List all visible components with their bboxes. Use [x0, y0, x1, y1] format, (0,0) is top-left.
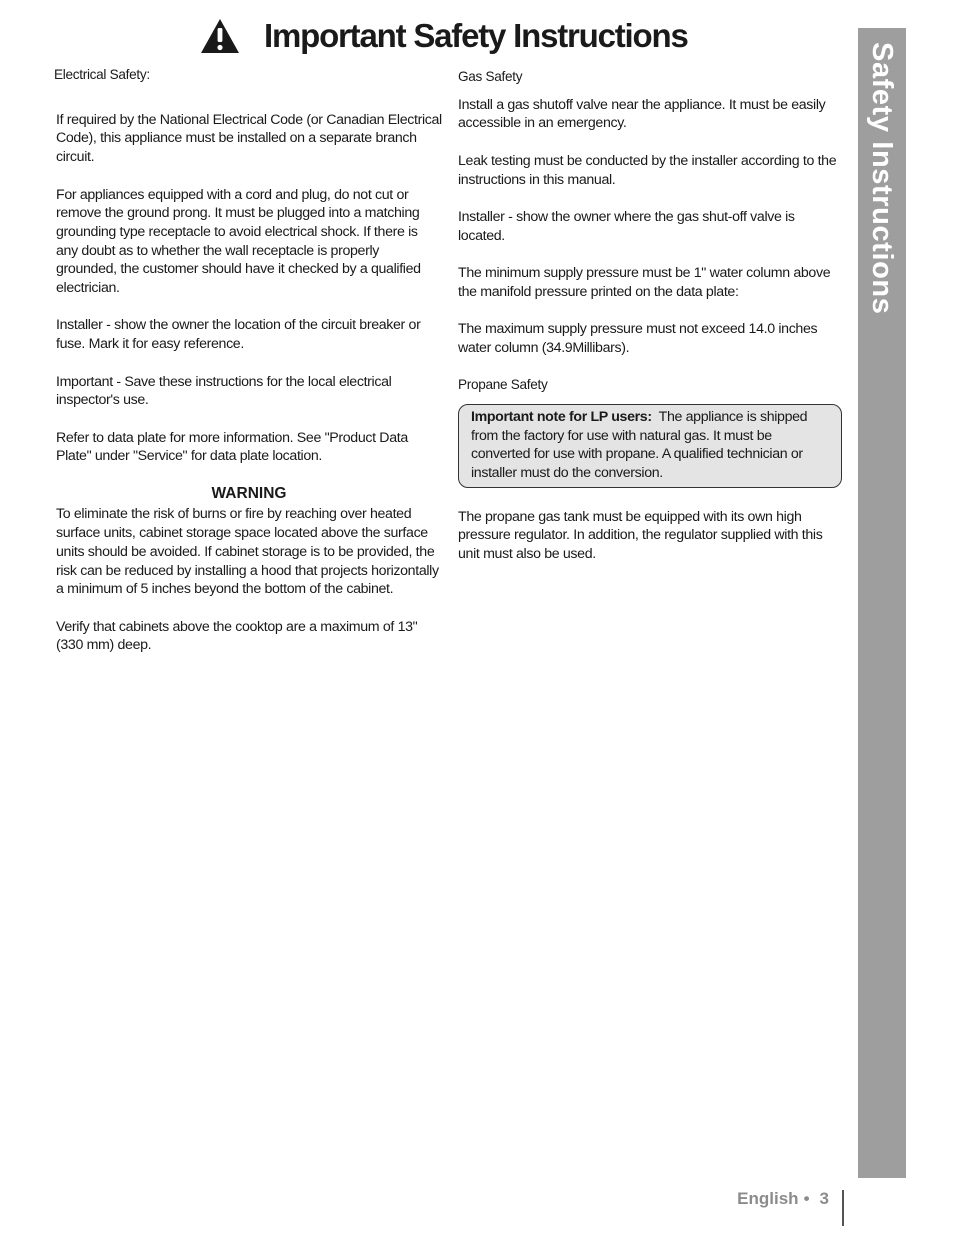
paragraph: Important - Save these instructions for the local electrical inspector's use. — [56, 373, 392, 409]
gas-safety-label: Gas Safety — [458, 69, 523, 84]
paragraph: Leak testing must be conducted by the installer according to the instructions in this manual. — [458, 152, 837, 188]
footer-language: English — [737, 1189, 799, 1208]
paragraph: The propane gas tank must be equipped with its own high pressure regulator. In addition, the regulator supplied with this unit must also be used. — [458, 508, 823, 563]
side-tab-label: Safety Instructions — [866, 42, 898, 315]
footer-bullet: • — [803, 1189, 810, 1208]
paragraph: Install a gas shutoff valve near the appliance. It must be easily accessible in an emergency. — [458, 96, 826, 132]
paragraph: The maximum supply pressure must not exceed 14.0 inches water column (34.9Millibars). — [458, 321, 818, 356]
electrical-safety-label: Electrical Safety: — [54, 67, 150, 82]
warning-triangle-icon — [200, 18, 240, 54]
note-text: The appliance is shipped from the factory for use with natural gas. It must be converted for use with propane. A qualified technician or installer must do the conversion. — [471, 408, 808, 481]
page-footer — [737, 1186, 829, 1212]
paragraph: Installer - show the owner where the gas shut-off valve is located. — [458, 208, 795, 244]
page-header — [200, 14, 688, 58]
propane-safety-label: Propane Safety — [458, 377, 548, 393]
electrical-safety-column — [56, 66, 442, 674]
side-tab — [858, 28, 906, 1178]
paragraph: If required by the National Electrical Code (or Canadian Electrical Code), this appliance must be installed on a separate branch circuit. — [56, 111, 442, 166]
page-title: Important Safety Instructions — [264, 17, 688, 54]
paragraph: The minimum supply pressure must be 1" water column above the manifold pressure printed on the data plate: — [458, 264, 831, 300]
note-heading: Important note for LP users: — [471, 408, 652, 425]
warning-paragraph: To eliminate the risk of burns or fire by reaching over heated surface units, cabinet storage space located above the surface units should be avoided. If cabinet storage is to be provided, the risk can be reduced by installing a hood that projects horizontally a minimum of 5 inches beyond the bottom of the cabinet. — [56, 506, 439, 598]
warning-heading: WARNING — [211, 484, 287, 502]
page-number: 3 — [819, 1189, 829, 1208]
paragraph: Installer - show the owner the location of the circuit breaker or fuse. Mark it for easy reference. — [56, 317, 421, 353]
warning-paragraph: Verify that cabinets above the cooktop are a maximum of 13" (330 mm) deep. — [56, 618, 418, 654]
gas-safety-column — [458, 68, 842, 582]
paragraph: Refer to data plate for more information. See "Product Data Plate" under "Service" for data plate location. — [56, 429, 408, 465]
paragraph: For appliances equipped with a cord and plug, do not cut or remove the ground prong. It must be plugged into a matching grounding type receptacle to avoid electrical shock. If there is any doubt as to whether the wall receptacle is properly grounded, the customer should have it checked by a qualified electrician. — [56, 186, 421, 297]
footer-divider — [842, 1190, 844, 1226]
lp-note-box — [458, 404, 842, 488]
